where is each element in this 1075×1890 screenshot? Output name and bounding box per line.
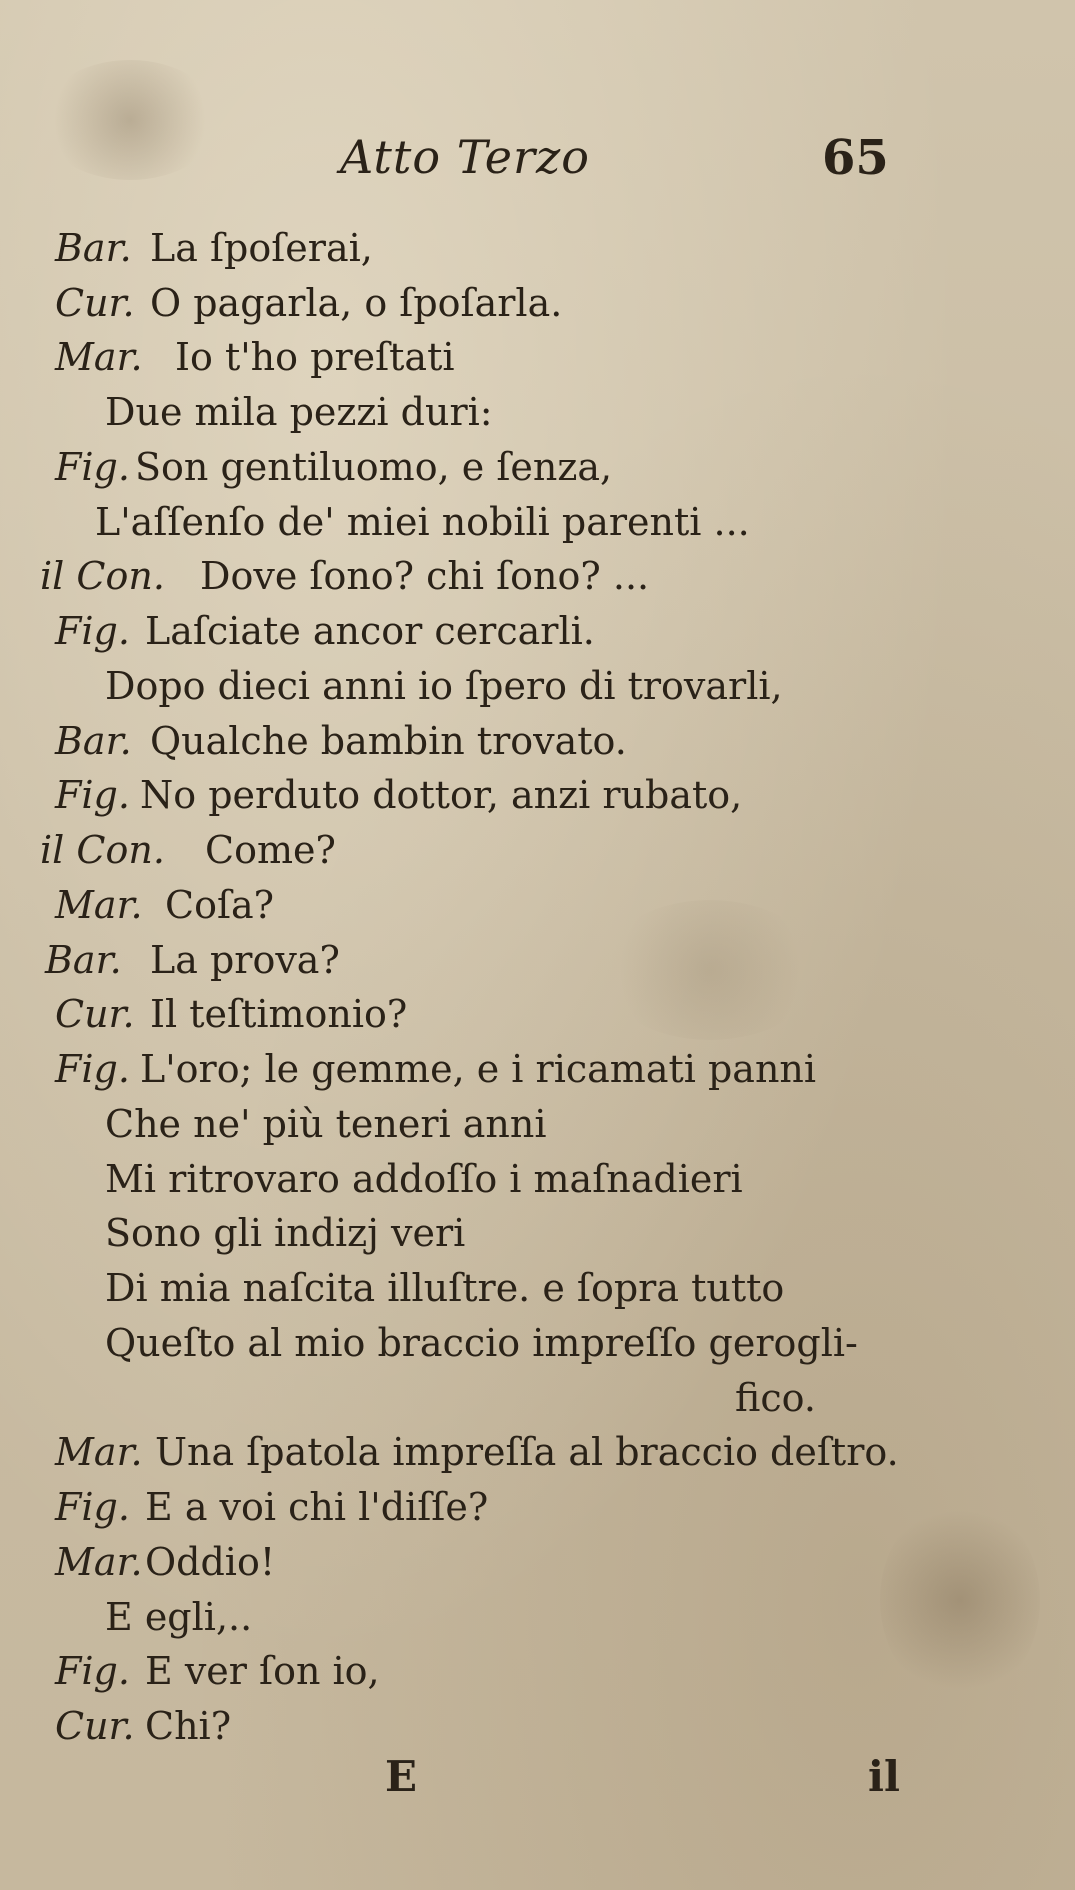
speech-text: Queſto al mio braccio impreſſo gerogli- xyxy=(105,1321,858,1365)
dialogue-line xyxy=(0,1372,1075,1424)
dialogue-line xyxy=(0,715,1075,767)
dialogue-line xyxy=(0,441,1075,493)
speaker-label: Cur. xyxy=(55,992,135,1036)
dialogue-line xyxy=(0,1207,1075,1259)
speaker-label: Mar. xyxy=(55,883,143,927)
dialogue-line xyxy=(0,879,1075,931)
speech-text: Di mia naſcita illuſtre. e ſopra tutto xyxy=(105,1266,785,1310)
dialogue-line xyxy=(0,277,1075,329)
speaker-label: Fig. xyxy=(55,1649,130,1693)
dialogue-line xyxy=(0,988,1075,1040)
speech-text: Come? xyxy=(205,828,336,872)
dialogue-line xyxy=(0,386,1075,438)
speech-text: Dove ſono? chi ſono? ... xyxy=(200,554,650,598)
dialogue-line xyxy=(0,550,1075,602)
speaker-label: Fig. xyxy=(55,609,130,653)
speaker-label: Mar. xyxy=(55,1540,143,1584)
speaker-label: Bar. xyxy=(55,719,132,763)
speech-text: Due mila pezzi duri: xyxy=(105,390,493,434)
dialogue-line xyxy=(0,1043,1075,1095)
speaker-label: Mar. xyxy=(55,1430,143,1474)
speech-text: Chi? xyxy=(145,1704,232,1748)
dialogue-line xyxy=(0,605,1075,657)
dialogue-line xyxy=(0,769,1075,821)
speech-text: O pagarla, o ſpoſarla. xyxy=(150,281,563,325)
signature-mark: E xyxy=(385,1752,418,1801)
speech-text: E a voi chi l'diſſe? xyxy=(145,1485,489,1529)
speaker-label: Fig. xyxy=(55,773,130,817)
speaker-label: il Con. xyxy=(40,554,165,598)
speech-text: La prova? xyxy=(150,938,340,982)
speech-text: No perduto dottor, anzi rubato, xyxy=(140,773,743,817)
dialogue-line xyxy=(0,1536,1075,1588)
speech-text: Son gentiluomo, e ſenza, xyxy=(135,445,613,489)
dialogue-line xyxy=(0,1262,1075,1314)
dialogue-line xyxy=(0,660,1075,712)
speech-text: Qualche bambin trovato. xyxy=(150,719,627,763)
dialogue-line xyxy=(0,222,1075,274)
dialogue-line xyxy=(0,1645,1075,1697)
speech-text: Coſa? xyxy=(165,883,275,927)
speaker-label: il Con. xyxy=(40,828,165,872)
speech-text: Che ne' più teneri anni xyxy=(105,1102,547,1146)
speaker-label: Cur. xyxy=(55,1704,135,1748)
speech-text: Dopo dieci anni io ſpero di trovarli, xyxy=(105,664,783,708)
dialogue-line xyxy=(0,1700,1075,1752)
page-footer xyxy=(0,1752,1075,1812)
dialogue-line xyxy=(0,824,1075,876)
catchword: il xyxy=(868,1752,900,1801)
speaker-label: Cur. xyxy=(55,281,135,325)
running-title: Atto Terzo xyxy=(340,130,590,184)
dialogue-line xyxy=(0,1426,1075,1478)
speaker-label: Fig. xyxy=(55,1485,130,1529)
dialogue-line xyxy=(0,496,1075,548)
speech-text: La ſpoſerai, xyxy=(150,226,373,270)
dialogue-line xyxy=(0,1591,1075,1643)
speech-text: Sono gli indizj veri xyxy=(105,1211,466,1255)
speech-text: Mi ritrovaro addoſſo i maſnadieri xyxy=(105,1157,743,1201)
dialogue-line xyxy=(0,934,1075,986)
speaker-label: Bar. xyxy=(55,226,132,270)
dialogue-line xyxy=(0,331,1075,383)
speech-text: L'oro; le gemme, e i ricamati panni xyxy=(140,1047,817,1091)
dialogue-line xyxy=(0,1481,1075,1533)
dialogue-line xyxy=(0,1317,1075,1369)
speaker-label: Mar. xyxy=(55,335,143,379)
speech-text: fico. xyxy=(735,1376,816,1420)
speech-text: Laſciate ancor cercarli. xyxy=(145,609,595,653)
speech-text: Una ſpatola impreſſa al braccio deſtro. xyxy=(155,1430,899,1474)
speech-text: E ver ſon io, xyxy=(145,1649,380,1693)
speaker-label: Bar. xyxy=(45,938,122,982)
speech-text: E egli,.. xyxy=(105,1595,253,1639)
dialogue-line xyxy=(0,1153,1075,1205)
page-number: 65 xyxy=(822,130,889,186)
speaker-label: Fig. xyxy=(55,445,130,489)
dialogue-line xyxy=(0,1098,1075,1150)
speech-text: Oddio! xyxy=(145,1540,276,1584)
speaker-label: Fig. xyxy=(55,1047,130,1091)
speech-text: Io t'ho preſtati xyxy=(175,335,455,379)
speech-text: L'aſſenſo de' miei nobili parenti ... xyxy=(95,500,750,544)
speech-text: Il teſtimonio? xyxy=(150,992,408,1036)
